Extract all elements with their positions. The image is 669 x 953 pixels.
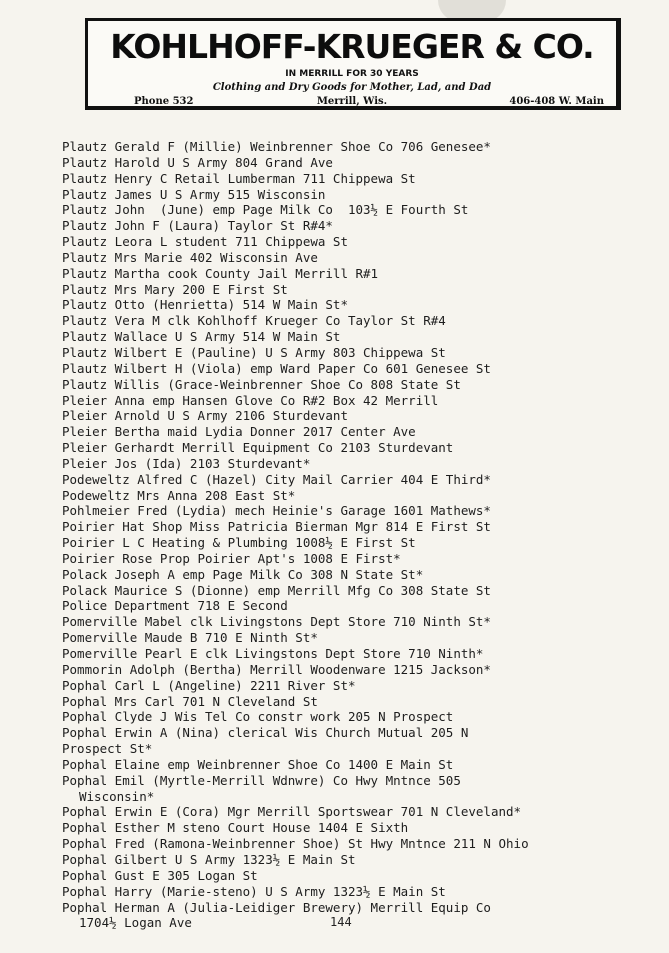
directory-entry: Plautz James U S Army 515 Wisconsin xyxy=(62,186,326,202)
directory-entry: Plautz Wallace U S Army 514 W Main St xyxy=(62,329,341,345)
directory-entry: Pomerville Mabel clk Livingstons Dept Store 710 Ninth St* xyxy=(62,614,491,630)
advertisement-phone: Phone 532 xyxy=(134,96,194,107)
directory-listing xyxy=(62,139,662,931)
directory-entry: Pophal Herman A (Julia-Leidiger Brewery) Merrill Equip Co xyxy=(62,899,491,915)
directory-entry: Plautz Harold U S Army 804 Grand Ave xyxy=(62,154,333,170)
directory-entry: 1704½ Logan Ave xyxy=(79,915,192,931)
directory-entry: Pophal Erwin A (Nina) clerical Wis Church Mutual 205 N xyxy=(62,725,469,741)
directory-entry: Polack Maurice S (Dionne) emp Merrill Mfg Co 308 State St xyxy=(62,582,491,598)
directory-entry: Pleier Gerhardt Merrill Equipment Co 2103 Sturdevant xyxy=(62,440,454,456)
directory-entry: Plautz Henry C Retail Lumberman 711 Chippewa St xyxy=(62,170,416,186)
directory-entry: Podeweltz Mrs Anna 208 East St* xyxy=(62,487,296,503)
directory-entry: Poirier Hat Shop Miss Patricia Bierman Mgr 814 E First St xyxy=(62,519,491,535)
directory-entry: Pophal Carl L (Angeline) 2211 River St* xyxy=(62,677,356,693)
directory-entry: Pomerville Pearl E clk Livingstons Dept Store 710 Ninth* xyxy=(62,646,484,661)
directory-entry: Pomerville Maude B 710 E Ninth St* xyxy=(62,630,318,646)
advertisement-address: 406-408 W. Main xyxy=(509,96,604,107)
advertisement-title: KOHLHOFF-KRUEGER & CO. xyxy=(110,27,594,66)
directory-entry: Podeweltz Alfred C (Hazel) City Mail Carrier 404 E Third* xyxy=(62,471,491,487)
directory-entry: Plautz Mrs Mary 200 E First St xyxy=(62,281,288,297)
directory-entry: Pophal Harry (Marie-steno) U S Army 1323½ E Main St xyxy=(62,883,446,899)
directory-entry: Plautz John (June) emp Page Milk Co 103½ E Fourth St xyxy=(62,202,469,218)
directory-entry: Pophal Erwin E (Cora) Mgr Merrill Sportswear 701 N Cleveland* xyxy=(62,804,522,820)
directory-entry: Police Department 718 E Second xyxy=(62,598,288,614)
directory-entry: Plautz John F (Laura) Taylor St R#4* xyxy=(62,218,333,234)
directory-entry: Plautz Willis (Grace-Weinbrenner Shoe Co 808 State St xyxy=(62,376,461,392)
directory-entry: Pophal Fred (Ramona-Weinbrenner Shoe) St Hwy Mntnce 211 N Ohio xyxy=(62,836,529,852)
directory-entry: Pommorin Adolph (Bertha) Merrill Woodenware 1215 Jackson* xyxy=(62,661,491,677)
advertisement-tagline: Clothing and Dry Goods for Mother, Lad, and Dad xyxy=(212,82,492,93)
advertisement-box xyxy=(85,18,621,110)
directory-entry: Plautz Vera M clk Kohlhoff Krueger Co Taylor St R#4 xyxy=(62,313,446,329)
directory-entry: Pophal Elaine emp Weinbrenner Shoe Co 1400 E Main St xyxy=(62,756,454,772)
directory-entry: Poirier Rose Prop Poirier Apt's 1008 E First* xyxy=(62,550,401,566)
directory-entry: Pohlmeier Fred (Lydia) mech Heinie's Garage 1601 Mathews* xyxy=(62,503,491,519)
directory-entry: Pophal Clyde J Wis Tel Co constr work 205 N Prospect xyxy=(62,709,454,725)
directory-entry: Polack Joseph A emp Page Milk Co 308 N State St* xyxy=(62,566,424,582)
directory-entry: Pleier Arnold U S Army 2106 Sturdevant xyxy=(62,408,348,424)
directory-entry: Pleier Jos (Ida) 2103 Sturdevant* xyxy=(62,455,311,471)
directory-entry: Poirier L C Heating & Plumbing 1008½ E First St xyxy=(62,535,416,551)
directory-entry: Plautz Wilbert H (Viola) emp Ward Paper Co 601 Genesee St xyxy=(62,360,491,376)
directory-entry: Pleier Bertha maid Lydia Donner 2017 Center Ave xyxy=(62,424,416,440)
directory-entry: Plautz Wilbert E (Pauline) U S Army 803 Chippewa St xyxy=(62,344,446,360)
advertisement-city: Merrill, Wis. xyxy=(316,96,388,107)
directory-entry: Pleier Anna emp Hansen Glove Co R#2 Box 42 Merrill xyxy=(62,392,439,408)
directory-entry: Plautz Gerald F (Millie) Weinbrenner Shoe Co 706 Genesee* xyxy=(62,139,491,154)
directory-entry: Pophal Esther M steno Court House 1404 E Sixth xyxy=(62,820,409,836)
directory-entry: Plautz Otto (Henrietta) 514 W Main St* xyxy=(62,297,348,313)
page-number: 144 xyxy=(330,915,352,929)
directory-entry: Pophal Gust E 305 Logan St xyxy=(62,867,258,883)
directory-entry: Pophal Emil (Myrtle-Merrill Wdnwre) Co Hwy Mntnce 505 xyxy=(62,772,461,788)
directory-entry: Prospect St* xyxy=(62,741,153,757)
directory-entry: Plautz Mrs Marie 402 Wisconsin Ave xyxy=(62,249,318,265)
directory-entry: Pophal Mrs Carl 701 N Cleveland St xyxy=(62,693,318,709)
directory-entry: Pophal Gilbert U S Army 1323½ E Main St xyxy=(62,851,356,867)
directory-entry: Wisconsin* xyxy=(79,788,155,804)
directory-entry: Plautz Leora L student 711 Chippewa St xyxy=(62,234,348,250)
advertisement-subtitle: IN MERRILL FOR 30 YEARS xyxy=(285,69,419,79)
directory-entry: Plautz Martha cook County Jail Merrill R#1 xyxy=(62,265,379,281)
